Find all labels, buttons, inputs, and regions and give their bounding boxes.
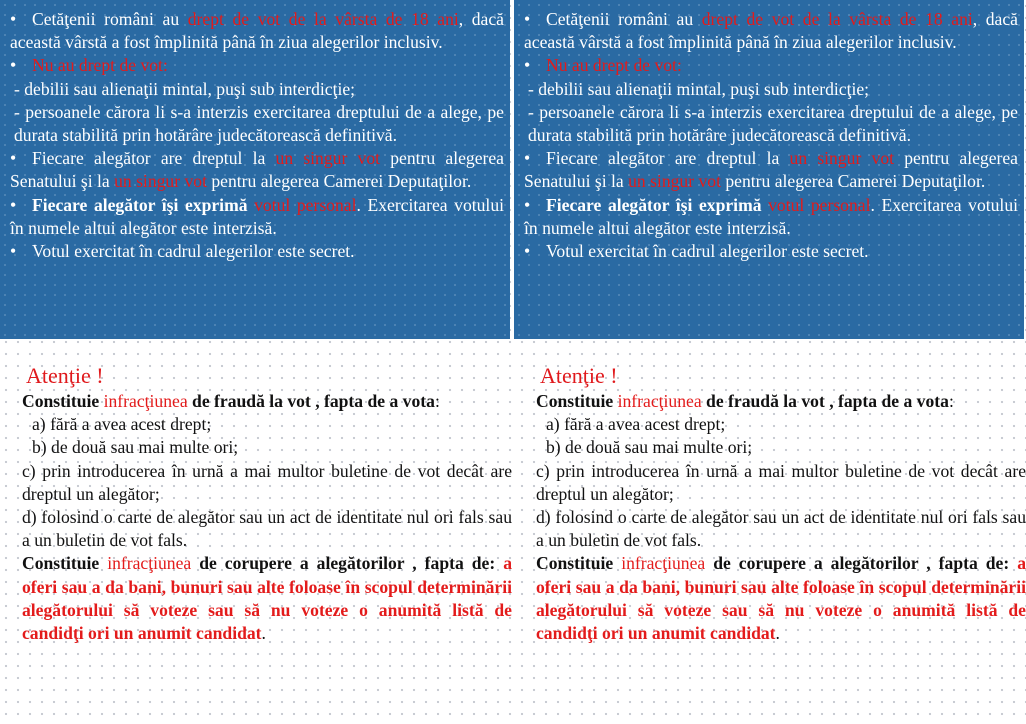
fraud-item-c: c) prin introducerea în urnă a mai multor buletine de vot decât are dreptul un alegător; bbox=[536, 460, 1026, 504]
single-vote-paragraph: • Fiecare alegător are dreptul la un singur vot pentru alegerea Senatului şi la un singur vot pentru alegerea Camerei Deputaţilor. bbox=[10, 148, 504, 192]
warning-title: Atenţie ! bbox=[540, 363, 618, 388]
no-vote-item: - debilii sau alienaţii mintal, puşi sub interdicţie; bbox=[528, 78, 870, 99]
highlight-text: a oferi sau a da bani, bunuri sau alte foloase în scopul determinării alegătorului să voteze sau să nu voteze o anumită listă de candidţi ori un anumit candidat bbox=[536, 553, 1026, 644]
secret-vote-paragraph: • Votul exercitat în cadrul alegerilor este secret. bbox=[10, 241, 355, 262]
rights-panel-left bbox=[0, 0, 510, 339]
no-vote-item: - debilii sau alienaţii mintal, puşi sub interdicţie; bbox=[14, 78, 356, 99]
highlight-text: infracţiunea bbox=[103, 391, 188, 411]
highlight-text: Nu au drept de vot: bbox=[32, 55, 168, 76]
highlight-text: votul personal bbox=[768, 194, 871, 215]
highlight-text: votul personal bbox=[254, 194, 357, 215]
highlight-text: drept de vot de la vârsta de 18 ani bbox=[701, 9, 973, 29]
highlight-text: infracţiunea bbox=[617, 391, 702, 411]
fraud-offense-paragraph: Constituie infracţiunea de fraudă la vot , fapta de a vota: bbox=[22, 391, 440, 411]
fraud-item-a: a) fără a avea acest drept; bbox=[546, 414, 726, 435]
rights-age-paragraph: • Cetăţenii români au drept de vot de la vârsta de 18 ani, dacă această vârstă a fost împlinită până în ziua alegerilor inclusiv. bbox=[10, 9, 504, 53]
secret-vote-paragraph: • Votul exercitat în cadrul alegerilor este secret. bbox=[524, 241, 869, 262]
highlight-text: un singur vot bbox=[275, 148, 381, 169]
bribery-offense-paragraph: Constituie infracţiunea de corupere a alegătorilor , fapta de: a oferi sau a da bani, bunuri sau alte foloase în scopul determinării alegătorului să voteze sau să nu voteze o anumită listă de candidţi ori un anumit candidat. bbox=[22, 553, 512, 644]
no-vote-item: - persoanele cărora li s-a interzis exercitarea dreptului de a alege, pe durata stabilită prin hotărâre judecătorească definitivă. bbox=[528, 101, 1018, 146]
fraud-item-d: d) folosind o carte de alegător sau un act de identitate nul ori fals sau a un buletin de vot fals. bbox=[536, 507, 1026, 551]
highlight-text: Nu au drept de vot: bbox=[546, 55, 682, 76]
fraud-item-b: b) de două sau mai multe ori; bbox=[32, 437, 239, 458]
fraud-item-b: b) de două sau mai multe ori; bbox=[546, 437, 753, 458]
fraud-offense-paragraph: Constituie infracţiunea de fraudă la vot , fapta de a vota: bbox=[536, 391, 954, 411]
fraud-item-d: d) folosind o carte de alegător sau un act de identitate nul ori fals sau a un buletin de vot fals. bbox=[22, 507, 512, 551]
single-vote-paragraph: • Fiecare alegător are dreptul la un singur vot pentru alegerea Senatului şi la un singur vot pentru alegerea Camerei Deputaţilor. bbox=[524, 148, 1018, 192]
highlight-text: drept de vot de la vârsta de 18 ani bbox=[187, 9, 459, 29]
bribery-offense-paragraph: Constituie infracţiunea de corupere a alegătorilor , fapta de: a oferi sau a da bani, bunuri sau alte foloase în scopul determinării alegătorului să voteze sau să nu voteze o anumită listă de candidţi ori un anumit candidat. bbox=[536, 553, 1026, 644]
highlight-text: un singur vot bbox=[114, 171, 207, 192]
personal-vote-paragraph: • Fiecare alegător îşi exprimă votul personal. Exercitarea votului în numele altui alegător este interzisă. bbox=[10, 194, 504, 238]
fraud-item-a: a) fără a avea acest drept; bbox=[32, 414, 212, 435]
highlight-text: un singur vot bbox=[789, 148, 895, 169]
rights-panel-right bbox=[514, 0, 1024, 339]
personal-vote-paragraph: • Fiecare alegător îşi exprimă votul personal. Exercitarea votului în numele altui alegător este interzisă. bbox=[524, 194, 1018, 238]
highlight-text: infracţiunea bbox=[107, 553, 192, 574]
fraud-item-c: c) prin introducerea în urnă a mai multor buletine de vot decât are dreptul un alegător; bbox=[22, 460, 512, 504]
no-vote-heading: • Nu au drept de vot: bbox=[524, 55, 682, 76]
rights-age-paragraph: • Cetăţenii români au drept de vot de la vârsta de 18 ani, dacă această vârstă a fost împlinită până în ziua alegerilor inclusiv. bbox=[524, 9, 1018, 53]
highlight-text: a oferi sau a da bani, bunuri sau alte foloase în scopul determinării alegătorului să voteze sau să nu voteze o anumită listă de candidţi ori un anumit candidat bbox=[22, 553, 512, 644]
no-vote-heading: • Nu au drept de vot: bbox=[10, 55, 168, 76]
highlight-text: infracţiunea bbox=[621, 553, 706, 574]
highlight-text: un singur vot bbox=[628, 171, 721, 192]
warning-panel-left bbox=[10, 362, 512, 645]
warning-title: Atenţie ! bbox=[26, 363, 104, 388]
warning-panel-right bbox=[524, 362, 1026, 645]
no-vote-item: - persoanele cărora li s-a interzis exercitarea dreptului de a alege, pe durata stabilită prin hotărâre judecătorească definitivă. bbox=[14, 101, 504, 146]
